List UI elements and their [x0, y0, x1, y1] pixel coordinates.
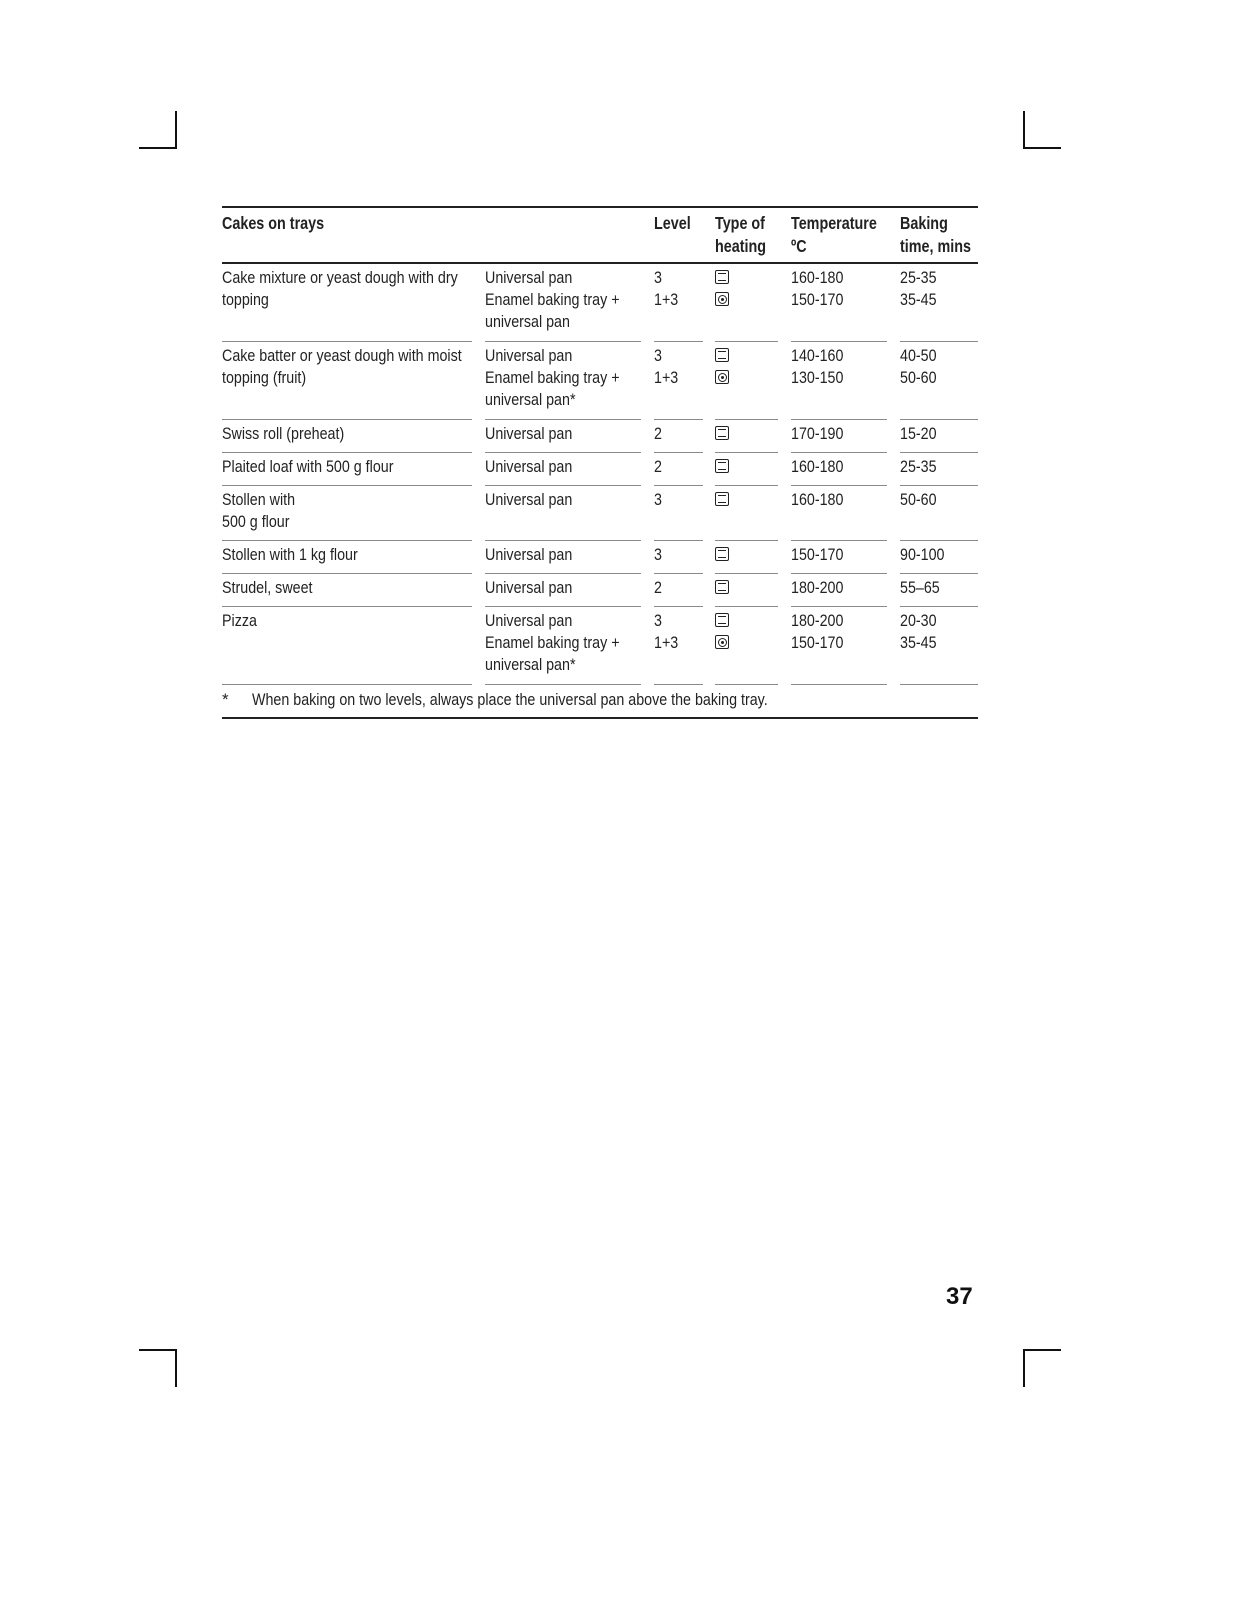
- cell-heating: [715, 607, 778, 685]
- cell-temperature: [791, 541, 887, 574]
- cell-level: [654, 541, 703, 574]
- cell-temperature: [791, 453, 887, 486]
- table-body: [222, 264, 978, 685]
- dish-text: [222, 423, 344, 445]
- level-text: [654, 489, 662, 511]
- page-number: 37: [946, 1283, 973, 1310]
- cell-heating: [715, 574, 778, 607]
- cell-time: [900, 420, 978, 453]
- cell-time: [900, 486, 978, 541]
- cell-tray: [485, 264, 641, 342]
- cell-heating: [715, 342, 778, 420]
- crop-mark-top-right-v: [1023, 111, 1025, 149]
- cell-dish: [222, 342, 472, 420]
- cell-dish: [222, 453, 472, 486]
- header-temp-line2: ºC: [791, 236, 807, 256]
- level-line: 2: [654, 578, 662, 597]
- heating-icons: [715, 270, 729, 314]
- tray-line: Universal pan: [485, 346, 573, 365]
- top-bottom-heat-icon: [715, 348, 729, 362]
- top-bottom-heat-icon: [715, 270, 729, 284]
- dish-line: topping (fruit): [222, 368, 307, 387]
- dish-line: Stollen with: [222, 490, 296, 509]
- time-text: [900, 544, 944, 566]
- time-line: 90-100: [900, 545, 945, 564]
- table-row: [222, 486, 978, 541]
- tray-line: Universal pan: [485, 424, 573, 443]
- cell-temperature: [791, 486, 887, 541]
- cell-dish: [222, 420, 472, 453]
- crop-mark-bottom-right-h: [1023, 1349, 1061, 1351]
- cell-dish: [222, 541, 472, 574]
- tray-line: Enamel baking tray +: [485, 368, 620, 387]
- temperature-line: 180-200: [791, 578, 844, 597]
- heating-icons: [715, 547, 729, 569]
- temperature-line: 150-170: [791, 633, 844, 652]
- cell-time: [900, 607, 978, 685]
- temperature-line: 180-200: [791, 611, 844, 630]
- level-line: 1+3: [654, 633, 679, 652]
- cell-dish: [222, 486, 472, 541]
- time-text: [900, 423, 937, 445]
- cell-tray: [485, 541, 641, 574]
- dish-line: Cake batter or yeast dough with moist: [222, 346, 462, 365]
- cell-tray: [485, 574, 641, 607]
- level-line: 3: [654, 611, 662, 630]
- footnote-marker: *: [222, 690, 229, 709]
- heating-icons: [715, 613, 729, 657]
- tray-text: [485, 456, 572, 478]
- cell-dish: [222, 264, 472, 342]
- temperature-line: 160-180: [791, 457, 844, 476]
- temperature-text: [791, 489, 843, 511]
- hot-air-icon: [715, 635, 729, 649]
- time-line: 50-60: [900, 490, 937, 509]
- temperature-line: 140-160: [791, 346, 844, 365]
- cell-heating: [715, 420, 778, 453]
- dish-line: Pizza: [222, 611, 257, 630]
- heating-icons: [715, 580, 729, 602]
- dish-line: topping: [222, 290, 269, 309]
- level-line: 1+3: [654, 368, 679, 387]
- temperature-line: 150-170: [791, 290, 844, 309]
- crop-mark-bottom-left-h: [139, 1349, 177, 1351]
- time-line: 55–65: [900, 578, 940, 597]
- header-heating: [715, 212, 766, 258]
- time-line: 25-35: [900, 457, 937, 476]
- cell-temperature: [791, 342, 887, 420]
- cell-heating: [715, 541, 778, 574]
- footnote-text: When baking on two levels, always place the universal pan above the baking tray.: [252, 690, 768, 709]
- dish-line: 500 g flour: [222, 512, 290, 531]
- table-row: [222, 342, 978, 420]
- time-line: 20-30: [900, 611, 937, 630]
- time-text: [900, 610, 937, 654]
- level-text: [654, 267, 678, 311]
- header-heating-line1: Type of: [715, 213, 765, 233]
- hot-air-icon: [715, 292, 729, 306]
- level-line: 1+3: [654, 290, 679, 309]
- cell-heating: [715, 453, 778, 486]
- tray-line: universal pan*: [485, 390, 576, 409]
- tray-line: Universal pan: [485, 545, 573, 564]
- time-line: 40-50: [900, 346, 937, 365]
- baking-table: [222, 206, 978, 719]
- level-line: 3: [654, 545, 662, 564]
- cell-tray: [485, 453, 641, 486]
- heating-icons: [715, 348, 729, 392]
- temperature-text: [791, 577, 843, 599]
- top-bottom-heat-icon: [715, 580, 729, 594]
- level-line: 2: [654, 457, 662, 476]
- level-text: [654, 577, 662, 599]
- table-row: [222, 264, 978, 342]
- dish-text: [222, 610, 257, 632]
- tray-line: Enamel baking tray +: [485, 633, 620, 652]
- dish-line: Stollen with 1 kg flour: [222, 545, 358, 564]
- temperature-line: 160-180: [791, 490, 844, 509]
- table-row: [222, 574, 978, 607]
- header-baking-time: [900, 212, 971, 258]
- table-row: [222, 607, 978, 685]
- cell-level: [654, 420, 703, 453]
- heating-icons: [715, 426, 729, 448]
- time-line: 35-45: [900, 633, 937, 652]
- tray-text: [485, 577, 572, 599]
- dish-line: Cake mixture or yeast dough with dry: [222, 268, 458, 287]
- table-footnote: [222, 685, 978, 719]
- time-text: [900, 456, 937, 478]
- time-text: [900, 345, 937, 389]
- heating-icons: [715, 459, 729, 481]
- dish-text: [222, 489, 295, 533]
- level-line: 3: [654, 346, 662, 365]
- time-line: 50-60: [900, 368, 937, 387]
- time-text: [900, 577, 940, 599]
- cell-tray: [485, 342, 641, 420]
- top-bottom-heat-icon: [715, 492, 729, 506]
- level-text: [654, 456, 662, 478]
- top-bottom-heat-icon: [715, 426, 729, 440]
- dish-text: [222, 544, 358, 566]
- time-line: 35-45: [900, 290, 937, 309]
- cell-level: [654, 453, 703, 486]
- temperature-text: [791, 456, 843, 478]
- temperature-line: 130-150: [791, 368, 844, 387]
- cell-time: [900, 453, 978, 486]
- table-row: [222, 541, 978, 574]
- dish-text: [222, 345, 462, 389]
- cell-level: [654, 486, 703, 541]
- cell-time: [900, 541, 978, 574]
- dish-line: Plaited loaf with 500 g flour: [222, 457, 394, 476]
- cell-tray: [485, 486, 641, 541]
- temperature-text: [791, 544, 843, 566]
- cell-temperature: [791, 420, 887, 453]
- header-heating-line2: heating: [715, 236, 767, 256]
- temperature-line: 150-170: [791, 545, 844, 564]
- cell-time: [900, 264, 978, 342]
- time-text: [900, 489, 937, 511]
- top-bottom-heat-icon: [715, 613, 729, 627]
- tray-text: [485, 345, 620, 411]
- crop-mark-bottom-left-v: [175, 1349, 177, 1387]
- level-line: 3: [654, 268, 662, 287]
- crop-mark-top-left-v: [175, 111, 177, 149]
- time-line: 15-20: [900, 424, 937, 443]
- cell-level: [654, 264, 703, 342]
- table-header: [222, 208, 978, 264]
- heating-icons: [715, 492, 729, 514]
- tray-text: [485, 610, 620, 676]
- tray-line: Universal pan: [485, 578, 573, 597]
- cell-heating: [715, 486, 778, 541]
- cell-temperature: [791, 264, 887, 342]
- crop-mark-bottom-right-v: [1023, 1349, 1025, 1387]
- cell-heating: [715, 264, 778, 342]
- header-temp-line1: Temperature: [791, 213, 877, 233]
- cell-dish: [222, 574, 472, 607]
- dish-text: [222, 577, 312, 599]
- tray-line: Enamel baking tray +: [485, 290, 620, 309]
- cell-dish: [222, 607, 472, 685]
- level-text: [654, 544, 662, 566]
- tray-line: universal pan*: [485, 655, 576, 674]
- cell-time: [900, 574, 978, 607]
- table-title: Cakes on trays: [222, 213, 325, 233]
- temperature-text: [791, 267, 843, 311]
- tray-line: Universal pan: [485, 611, 573, 630]
- dish-text: [222, 267, 458, 311]
- top-bottom-heat-icon: [715, 459, 729, 473]
- temperature-text: [791, 345, 843, 389]
- level-text: [654, 423, 662, 445]
- crop-mark-top-right-h: [1023, 147, 1061, 149]
- cell-temperature: [791, 607, 887, 685]
- tray-line: Universal pan: [485, 490, 573, 509]
- tray-text: [485, 423, 572, 445]
- cell-level: [654, 574, 703, 607]
- temperature-text: [791, 423, 843, 445]
- table-row: [222, 453, 978, 486]
- level-text: [654, 345, 678, 389]
- time-line: 25-35: [900, 268, 937, 287]
- level-line: 3: [654, 490, 662, 509]
- temperature-text: [791, 610, 843, 654]
- cell-temperature: [791, 574, 887, 607]
- temperature-line: 170-190: [791, 424, 844, 443]
- dish-line: Strudel, sweet: [222, 578, 313, 597]
- cell-tray: [485, 420, 641, 453]
- cell-level: [654, 607, 703, 685]
- cell-tray: [485, 607, 641, 685]
- crop-mark-top-left-h: [139, 147, 177, 149]
- header-level: Level: [654, 213, 691, 233]
- temperature-line: 160-180: [791, 268, 844, 287]
- top-bottom-heat-icon: [715, 547, 729, 561]
- dish-text: [222, 456, 393, 478]
- level-text: [654, 610, 678, 654]
- cell-time: [900, 342, 978, 420]
- header-time-line2: time, mins: [900, 236, 971, 256]
- tray-text: [485, 544, 572, 566]
- header-time-line1: Baking: [900, 213, 948, 233]
- tray-text: [485, 267, 620, 333]
- tray-line: Universal pan: [485, 457, 573, 476]
- hot-air-icon: [715, 370, 729, 384]
- table-row: [222, 420, 978, 453]
- tray-line: universal pan: [485, 312, 570, 331]
- tray-text: [485, 489, 572, 511]
- dish-line: Swiss roll (preheat): [222, 424, 345, 443]
- tray-line: Universal pan: [485, 268, 573, 287]
- cell-level: [654, 342, 703, 420]
- level-line: 2: [654, 424, 662, 443]
- header-temperature: [791, 212, 877, 258]
- time-text: [900, 267, 937, 311]
